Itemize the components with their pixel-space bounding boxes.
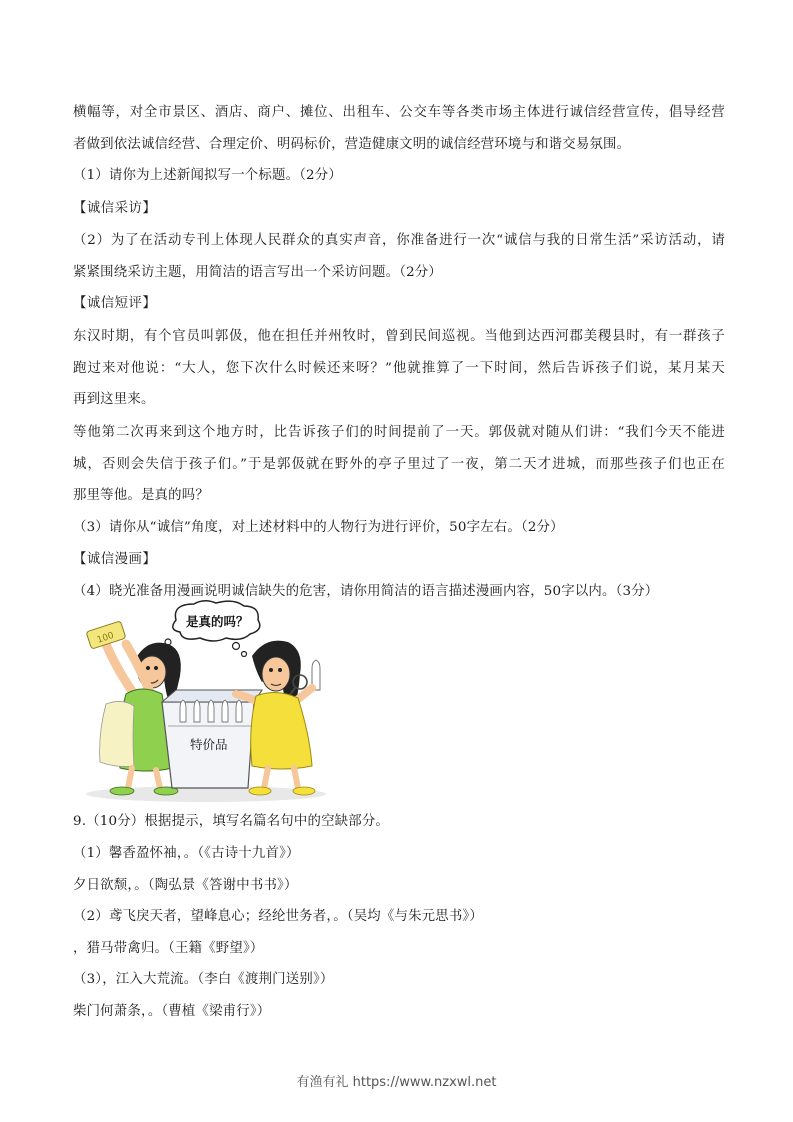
question-9-item-6: 柴门何萧条，。（曹植《梁甫行》） [73,1004,271,1019]
cartoon-illustration [76,598,346,806]
section-heading-cartoon: 【诚信漫画】 [73,552,157,567]
story-paragraph-2-line-3: 那里等他。是真的吗？ [73,488,209,503]
question-9-item-3: （2）鸢飞戾天者，望峰息心；经纶世务者，。（吴均《与朱元思书》） [73,909,483,924]
story-paragraph-2-line-1: 等他第二次再来到这个地方时，比告诉孩子们的时间提前了一天。郭伋就对随从们讲：“我们今天不能进 [73,425,725,440]
question-9-title: 9.（10分）根据提示，填写名篇名句中的空缺部分。 [73,814,390,829]
bill-text: 100 [95,630,116,646]
question-3: （3）请你从“诚信”角度，对上述材料中的人物行为进行评价，50字左右。（2分） [73,520,564,535]
section-heading-interview: 【诚信采访】 [73,201,157,216]
question-9-item-2: 夕日欲颓，。（陶弘景《答谢中书书》） [73,878,298,893]
question-9-item-4: ，猎马带禽归。（王籍《野望》） [73,941,264,956]
special-price-label: 特价品 [190,737,228,752]
question-1: （1）请你为上述新闻拟写一个标题。（2分） [73,168,342,183]
intro-line-2: 者做到依法诚信经营、合理定价、明码标价，营造健康文明的诚信经营环境与和谐交易氛围。 [73,137,631,152]
intro-line-1: 横幅等，对全市景区、酒店、商户、摊位、出租车、公交车等各类市场主体进行诚信经营宣传，倡导经营 [73,105,725,120]
question-2-line-1: （2）为了在活动专刊上体现人民群众的真实声音，你准备进行一次“诚信与我的日常生活”采访活动，请 [73,233,725,248]
question-9-item-5: （3），江入大荒流。（李白《渡荆门送别》） [73,972,334,987]
question-2-line-2: 紧紧围绕采访主题，用简洁的语言写出一个采访问题。（2分） [73,265,442,280]
story-paragraph-1-line-3: 再到这里来。 [73,392,155,407]
question-9-item-1: （1）馨香盈怀袖，。（《古诗十九首》） [73,846,300,861]
story-paragraph-2-line-2: 城，否则会失信于孩子们。”于是郭伋就在野外的亭子里过了一夜，第二天才进城，而那些孩子们也正在 [73,457,725,472]
question-4: （4）晓光准备用漫画说明诚信缺失的危害，请你用简洁的语言描述漫画内容，50字以内。（3分） [73,584,659,599]
section-heading-review: 【诚信短评】 [73,296,157,311]
story-paragraph-1-line-2: 跑过来对他说：“大人，您下次什么时候还来呀？”他就推算了一下时间，然后告诉孩子们说，某月某天 [73,361,725,376]
story-paragraph-1-line-1: 东汉时期，有个官员叫郭伋，他在担任并州牧时，曾到民间巡视。当他到达西河郡美稷县时，有一群孩子 [73,329,725,344]
thought-bubble-text: 是真的吗？ [186,614,249,629]
footer-watermark: 有渔有礼 https://www.nzxwl.net [296,1075,497,1090]
